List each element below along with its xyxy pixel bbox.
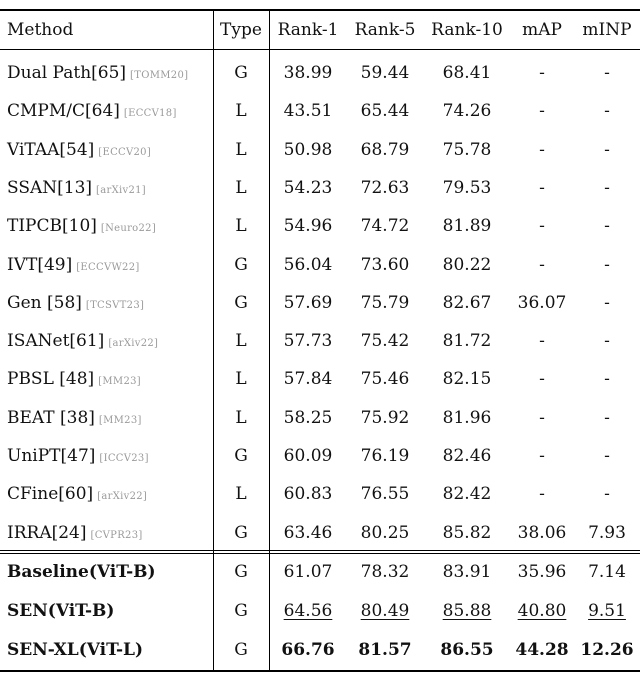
venue-tag: [ICCV23]: [99, 453, 149, 464]
method-cell: [7, 322, 158, 360]
venue-tag: [CVPR23]: [90, 529, 143, 541]
type-value: L: [235, 177, 247, 198]
venue-tag: [arXiv21]: [96, 184, 146, 196]
type-value: G: [234, 522, 248, 543]
rank1-value: 50.98: [283, 139, 333, 160]
type-value: L: [235, 216, 247, 237]
rank10-value: 80.22: [442, 254, 492, 275]
type-value: G: [234, 254, 248, 275]
minp-value: -: [604, 484, 610, 505]
rank1-value: 56.04: [283, 254, 333, 275]
rank1-value: 63.46: [283, 522, 333, 543]
method-cell: [7, 92, 177, 130]
table-row: [0, 475, 640, 513]
header-rank5: Rank-5: [354, 20, 416, 40]
header-minp: mINP: [582, 20, 632, 40]
method-cell: [7, 360, 141, 398]
method-cell: [7, 131, 151, 169]
venue-tag: [arXiv22]: [97, 491, 148, 503]
rank10-value: 85.82: [442, 522, 492, 543]
method-cell: [7, 169, 146, 207]
table-row: [0, 54, 640, 92]
rank10-value: 85.88: [442, 601, 492, 621]
type-value: G: [234, 601, 248, 621]
rank1-value: 64.56: [283, 601, 333, 621]
rank1-value: 60.83: [283, 484, 333, 505]
map-value: -: [539, 407, 545, 428]
rank10-value: 81.96: [442, 407, 492, 428]
rank5-value: 65.44: [360, 101, 410, 122]
minp-value: -: [604, 331, 610, 352]
rank5-value: 73.60: [360, 254, 410, 275]
header-rank1: Rank-1: [277, 20, 339, 40]
minp-value: 9.51: [588, 601, 626, 621]
minp-value: -: [604, 254, 610, 275]
method-name: CMPM/C[64]: [7, 101, 120, 122]
type-value: G: [234, 640, 248, 660]
venue-tag: [arXiv22]: [108, 338, 159, 350]
table-row: [0, 360, 640, 398]
header-rank10: Rank-10: [431, 20, 503, 40]
method-cell: [7, 399, 142, 437]
table-row: [0, 437, 640, 475]
type-value: G: [234, 446, 248, 466]
method-name: Gen [58]: [7, 292, 82, 313]
method-name: SSAN[13]: [7, 177, 93, 198]
type-value: L: [235, 484, 247, 505]
minp-value: -: [604, 407, 610, 428]
table-row-baseline: [0, 553, 640, 591]
type-value: G: [234, 562, 248, 582]
table-row: [0, 514, 640, 552]
type-value: G: [234, 292, 248, 313]
map-value: -: [539, 63, 545, 83]
minp-value: -: [604, 177, 610, 198]
method-cell: [7, 437, 149, 475]
map-value: -: [539, 331, 545, 352]
minp-value: -: [604, 139, 610, 160]
table-row: [0, 284, 640, 322]
map-value: -: [539, 446, 545, 466]
rank5-value: 75.92: [360, 407, 410, 428]
rank1-value: 66.76: [281, 640, 335, 660]
minp-value: -: [604, 101, 610, 122]
map-value: -: [539, 254, 545, 275]
method-name: Baseline(ViT-B): [7, 562, 156, 582]
rank5-value: 68.79: [360, 139, 410, 160]
table-row: [0, 246, 640, 284]
map-value: -: [539, 484, 545, 505]
venue-tag: [TOMM20]: [130, 70, 189, 81]
header-row: [0, 11, 640, 49]
map-value: -: [539, 101, 545, 122]
minp-value: 7.93: [588, 522, 626, 543]
map-value: 36.07: [517, 292, 567, 313]
rank5-value: 75.79: [360, 292, 410, 313]
rank5-value: 81.57: [358, 640, 412, 660]
type-value: G: [234, 63, 248, 83]
rank10-value: 86.55: [440, 640, 494, 660]
method-name: SEN(ViT-B): [7, 601, 115, 621]
method-name: TIPCB[10]: [7, 216, 97, 237]
rank10-value: 68.41: [442, 63, 492, 83]
rank10-value: 82.67: [442, 292, 492, 313]
rank1-value: 57.84: [283, 369, 333, 390]
map-value: 38.06: [517, 522, 567, 543]
header-rule: [0, 49, 640, 50]
header-type: Type: [220, 20, 262, 40]
method-name: BEAT [38]: [7, 407, 95, 428]
rank10-value: 81.89: [442, 216, 492, 237]
method-name: Dual Path[65]: [7, 63, 127, 83]
rank1-value: 54.96: [283, 216, 333, 237]
minp-value: -: [604, 292, 610, 313]
rank1-value: 58.25: [283, 407, 333, 428]
rank10-value: 74.26: [442, 101, 492, 122]
header-map: mAP: [522, 20, 562, 40]
table-row: [0, 169, 640, 207]
map-value: -: [539, 369, 545, 390]
rank1-value: 54.23: [283, 177, 333, 198]
rank10-value: 81.72: [442, 331, 492, 352]
rank10-value: 83.91: [442, 562, 492, 582]
rank10-value: 82.15: [442, 369, 492, 390]
minp-value: -: [604, 216, 610, 237]
map-value: 44.28: [515, 640, 569, 660]
rank1-value: 38.99: [283, 63, 333, 83]
rank10-value: 79.53: [442, 177, 492, 198]
table-row-sen-xl: [0, 631, 640, 669]
minp-value: -: [604, 63, 610, 83]
type-value: L: [235, 101, 247, 122]
type-value: L: [235, 139, 247, 160]
rank5-value: 78.32: [360, 562, 410, 582]
type-value: L: [235, 369, 247, 390]
rank5-value: 74.72: [360, 216, 410, 237]
minp-value: -: [604, 369, 610, 390]
method-name: IVT[49]: [7, 254, 73, 275]
header-method: Method: [7, 20, 74, 40]
map-value: -: [539, 216, 545, 237]
venue-tag: [MM23]: [98, 376, 141, 388]
map-value: 40.80: [517, 601, 567, 621]
venue-tag: [ECCVW22]: [76, 261, 140, 273]
rank5-value: 76.55: [360, 484, 410, 505]
method-name: ISANet[61]: [7, 331, 105, 352]
type-value: L: [235, 331, 247, 352]
method-name: ViTAA[54]: [7, 139, 95, 160]
type-value: L: [235, 407, 247, 428]
table-row: [0, 92, 640, 130]
method-cell: [7, 207, 156, 245]
rank1-value: 57.73: [283, 331, 333, 352]
map-value: -: [539, 177, 545, 198]
method-name: PBSL [48]: [7, 369, 95, 390]
minp-value: 12.26: [580, 640, 634, 660]
rank10-value: 75.78: [442, 139, 492, 160]
method-cell: [7, 246, 140, 284]
method-cell: [7, 514, 143, 552]
minp-value: 7.14: [588, 562, 626, 582]
table-row: [0, 322, 640, 360]
rank1-value: 57.69: [283, 292, 333, 313]
venue-tag: [ECCV20]: [98, 146, 152, 158]
venue-tag: [MM23]: [98, 414, 142, 426]
method-cell: [7, 284, 144, 322]
method-name: UniPT[47]: [7, 446, 96, 466]
method-name: CFine[60]: [7, 484, 94, 505]
table-row: [0, 131, 640, 169]
rank10-value: 82.46: [442, 446, 492, 466]
table-row-sen: [0, 592, 640, 630]
venue-tag: [Neuro22]: [100, 223, 157, 235]
map-value: 35.96: [517, 562, 567, 582]
rank5-value: 80.49: [360, 601, 410, 621]
rank5-value: 75.46: [360, 369, 410, 390]
method-cell: [7, 54, 188, 92]
venue-tag: [ECCV18]: [123, 108, 177, 120]
method-cell: [7, 475, 147, 513]
rank5-value: 80.25: [360, 522, 410, 543]
minp-value: -: [604, 446, 610, 466]
table-row: [0, 207, 640, 245]
rank1-value: 60.09: [283, 446, 333, 466]
rank1-value: 61.07: [283, 562, 333, 582]
table-row: [0, 399, 640, 437]
rank5-value: 72.63: [360, 177, 410, 198]
venue-tag: [TCSVT23]: [85, 299, 145, 311]
method-name: SEN-XL(ViT-L): [7, 640, 144, 660]
rank5-value: 76.19: [360, 446, 410, 466]
map-value: -: [539, 139, 545, 160]
rank1-value: 43.51: [283, 101, 333, 122]
method-name: IRRA[24]: [7, 522, 87, 543]
bottom-rule: [0, 670, 640, 672]
rank10-value: 82.42: [442, 484, 492, 505]
rank5-value: 75.42: [360, 331, 410, 352]
rank5-value: 59.44: [360, 63, 410, 83]
